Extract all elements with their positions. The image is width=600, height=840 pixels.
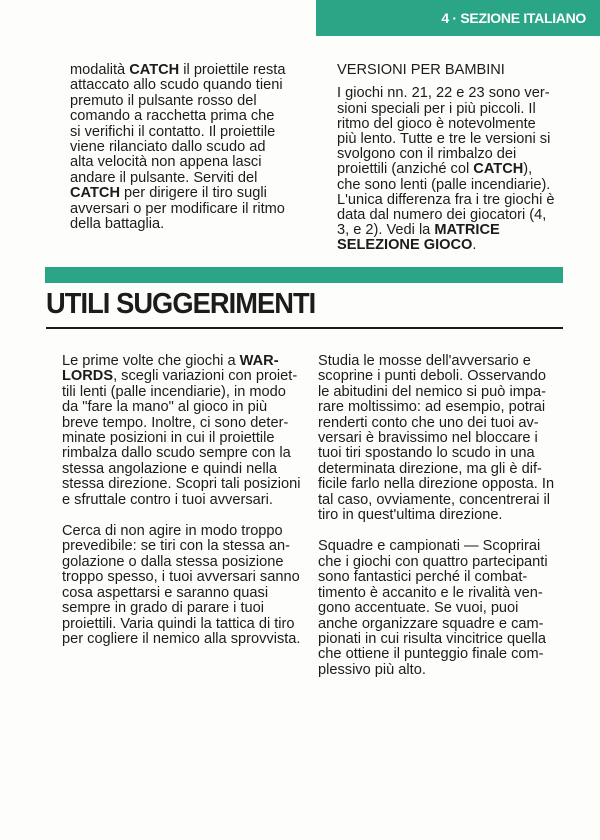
tip-paragraph-1 <box>62 354 302 508</box>
green-divider-band <box>45 267 563 283</box>
text-line: tiro in quest'ultima direzione. <box>318 507 503 524</box>
tip-paragraph-3 <box>318 354 568 523</box>
bold-term: SELEZIONE GIOCO <box>337 237 473 254</box>
tips-right-column <box>318 354 568 678</box>
text-line: stessa direzione. Scopri tali posizioni <box>62 476 301 493</box>
text-line: sioni speciali per i più piccoli. Il <box>337 100 536 117</box>
title-underline-rule <box>46 327 563 329</box>
text-line: tili lenti (palle incendiarie), in modo <box>62 383 286 400</box>
top-left-column <box>70 63 300 232</box>
text-line: anche organizzare squadre e cam- <box>318 615 544 632</box>
text-line: avversari o per modificare il ritmo <box>70 200 285 217</box>
text-line: SELEZIONE GIOCO. <box>337 237 477 254</box>
text-line: attaccato allo scudo quando tieni <box>70 77 283 94</box>
text-line: che ottiene il punteggio finale com- <box>318 646 544 663</box>
text-line: Studia le mosse dell'avversario e <box>318 353 531 369</box>
bold-term: CATCH <box>473 161 524 178</box>
bold-term: CATCH <box>129 62 180 78</box>
text-line: determinata direzione, ma gli è dif- <box>318 460 542 477</box>
text-line: stessa angolazione e quindi nella <box>62 460 278 477</box>
tips-left-column <box>62 354 302 647</box>
text-line: Le prime volte che giochi a WAR- <box>62 353 279 369</box>
text-line: ficile farlo nella direzione opposta. In <box>318 476 555 493</box>
text-line: tal caso, ovviamente, concentrerai il <box>318 491 550 508</box>
bold-term: CATCH <box>70 185 120 202</box>
text-line: alta velocità non appena lasci <box>70 154 262 171</box>
top-right-column <box>337 63 567 254</box>
section-header-bar <box>316 0 600 36</box>
text-line: ritmo del gioco è notevolmente <box>337 115 536 132</box>
text-line: Squadre e campionati — Scoprirai <box>318 538 541 555</box>
text-line: minate posizioni in cui il proiettile <box>62 430 275 447</box>
text-line: andare il pulsante. Serviti del <box>70 169 258 186</box>
text-line: per cogliere il nemico alla sprovvista. <box>62 630 301 647</box>
text-line: che i giochi con quattro partecipanti <box>318 553 548 570</box>
text-line: e sfruttale contro i tuoi avversari. <box>62 491 273 508</box>
text-line: comando a racchetta prima che <box>70 108 275 125</box>
page-title: UTILI SUGGERIMENTI <box>46 288 316 320</box>
text-line: tuoi tiri spostando lo scudo in una <box>318 445 535 462</box>
text-line: proiettili (anziché col CATCH), <box>337 161 533 178</box>
text-line: golazione o dalla stessa posizione <box>62 553 284 570</box>
text-line: modalità CATCH il proiettile resta <box>70 62 286 78</box>
text-line: cosa aspettarsi e saranno quasi <box>62 584 269 601</box>
text-line: prevedibile: se tiri con la stessa an- <box>62 538 290 555</box>
section-heading-versioni: VERSIONI PER BAMBINI <box>337 62 505 78</box>
text-line: data dal numero dei giocatori (4, <box>337 207 547 224</box>
versioni-paragraph <box>337 86 567 253</box>
text-line: breve tempo. Inoltre, ci sono deter- <box>62 414 289 431</box>
text-line: timento è accanito e le rivalità ven- <box>318 584 543 601</box>
text-line: plessivo più alto. <box>318 661 426 678</box>
text-line: viene rilanciato dallo scudo ad <box>70 139 266 156</box>
text-line: I giochi nn. 21, 22 e 23 sono ver- <box>337 85 550 102</box>
text-line: sono fantastici perché il combat- <box>318 569 528 586</box>
tip-paragraph-2 <box>62 524 302 647</box>
text-line: LORDS, scegli variazioni con proiet- <box>62 368 298 385</box>
text-line: renderti conto che uno dei tuoi av- <box>318 414 539 431</box>
bold-term: LORDS <box>62 368 114 385</box>
text-line: gono accentuate. Se vuoi, puoi <box>318 600 519 617</box>
section-label: 4 · SEZIONE ITALIANO <box>441 10 586 26</box>
text-line: rare moltissimo: ad esempio, potrai <box>318 399 546 416</box>
text-line: versari è bravissimo nel bloccare i <box>318 430 538 447</box>
bold-term: MATRICE <box>434 222 500 239</box>
text-line: pionati in cui risulta vincitrice quella <box>318 630 546 647</box>
text-line: premuto il pulsante rosso del <box>70 92 257 109</box>
text-line: da "fare la mano" al gioco in più <box>62 399 268 416</box>
text-line: le abitudini del nemico si può impa- <box>318 383 546 400</box>
text-line: CATCH per dirigere il tiro sugli <box>70 185 267 202</box>
text-line: proiettili. Varia quindi la tattica di tiro <box>62 615 295 632</box>
text-line: più lento. Tutte e tre le versioni si <box>337 131 551 148</box>
text-line: si verifichi il contatto. Il proiettile <box>70 123 276 140</box>
text-line: rimbalza dallo scudo sempre con la <box>62 445 291 462</box>
text-line: scoprine i punti deboli. Osservando <box>318 368 546 385</box>
tip-paragraph-4 <box>318 539 568 678</box>
text-line: 3, e 2). Vedi la MATRICE <box>337 222 500 239</box>
text-line: svolgono con il rimbalzo dei <box>337 146 517 163</box>
text-line: della battaglia. <box>70 216 165 233</box>
text-line: troppo spesso, i tuoi avversari sanno <box>62 569 300 586</box>
text-line: L'unica differenza fra i tre giochi è <box>337 191 555 208</box>
text-line: Cerca di non agire in modo troppo <box>62 523 283 540</box>
text-line: sempre in grado di parare i tuoi <box>62 600 264 617</box>
text-line: che sono lenti (palle incendiarie). <box>337 176 551 193</box>
bold-term: WAR- <box>239 353 279 369</box>
